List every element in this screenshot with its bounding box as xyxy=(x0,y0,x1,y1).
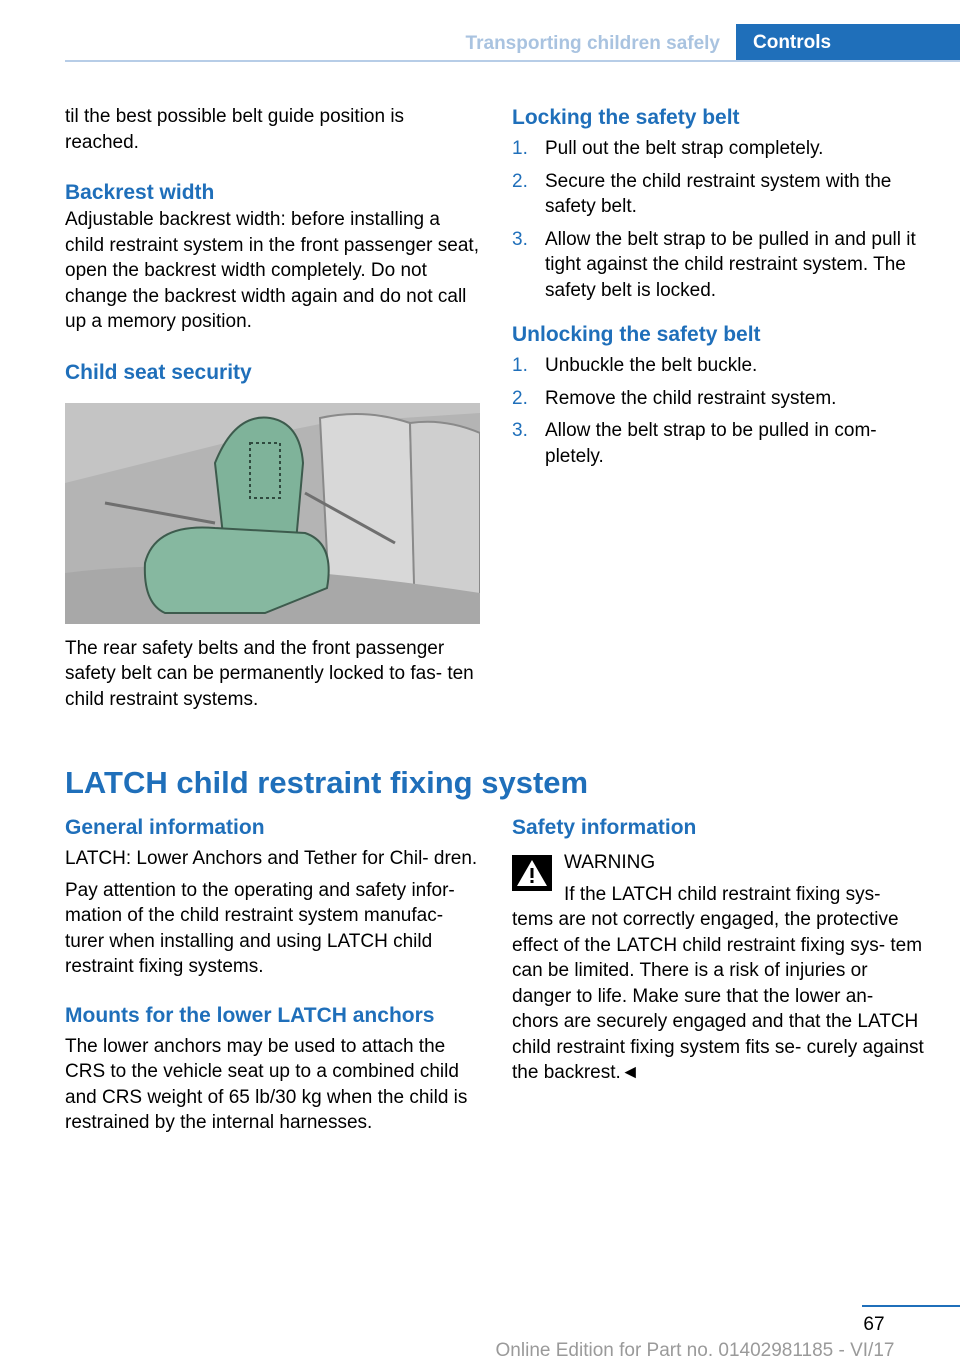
child-seat-illustration xyxy=(65,403,480,624)
footer-rule xyxy=(862,1305,960,1307)
mounts-body: The lower anchors may be used to attach the CRS to the vehicle seat up to a combined child and CRS weight of 65 lb/30 kg when the child is restrained by the internal harnesses. xyxy=(65,1035,468,1133)
step-text: Remove the child restraint system. xyxy=(545,387,837,409)
list-item xyxy=(512,169,922,220)
backrest-width-heading: Backrest width xyxy=(65,181,215,204)
warning-block xyxy=(512,850,924,1086)
child-seat-security-body: The rear safety belts and the front passenger safety belt can be permanently locked to fas‐ ten child restraint systems. xyxy=(65,637,474,710)
left-column-top xyxy=(65,104,480,712)
list-item xyxy=(512,353,922,379)
general-information-heading: General information xyxy=(65,816,265,839)
header-rule xyxy=(65,60,960,62)
header-section-title: Transporting children safely xyxy=(465,33,720,54)
step-number: 1. xyxy=(512,355,528,376)
warning-triangle-icon xyxy=(512,855,552,891)
child-seat-security-heading: Child seat security xyxy=(65,360,252,384)
warning-text: If the LATCH child restraint fixing sys‐ tems are not correctly engaged, the protective effect of the LATCH child restraint fixing sys‐ tem can be limited. There is a risk of injuries or danger to life. Make sure that the lower an‐ chors are securely engaged and that the LATCH child restraint fixing system fits se‐ curely against the backrest.◄ xyxy=(512,883,924,1083)
edition-note: Online Edition for Part no. 01402981185 - VI/17 xyxy=(495,1340,895,1361)
list-item xyxy=(512,386,922,412)
step-number: 2. xyxy=(512,170,528,192)
step-number: 3. xyxy=(512,420,528,441)
step-text: Allow the belt strap to be pulled in and pull it tight against the child restraint system. The safety belt is locked. xyxy=(545,228,916,301)
latch-section-title: LATCH child restraint fixing system xyxy=(65,765,589,800)
step-number: 1. xyxy=(512,138,528,159)
step-number: 2. xyxy=(512,387,528,409)
latch-right-column xyxy=(512,814,924,1086)
step-text: Unbuckle the belt buckle. xyxy=(545,355,758,376)
right-column-top xyxy=(512,104,922,476)
mounts-heading: Mounts for the lower LATCH anchors xyxy=(65,1003,435,1027)
unlocking-steps xyxy=(512,353,922,469)
list-item xyxy=(512,136,922,162)
header-chapter-tab: Controls xyxy=(736,24,960,62)
safety-information-heading: Safety information xyxy=(512,816,697,839)
locking-steps xyxy=(512,136,922,303)
intro-continuation: til the best possible belt guide position is reached. xyxy=(65,106,405,153)
step-text: Pull out the belt strap completely. xyxy=(545,138,824,159)
general-information-p2: Pay attention to the operating and safety infor‐ mation of the child restraint system manufac‐ turer when installing and using LATCH child restraint fixing systems. xyxy=(65,879,455,977)
warning-label: WARNING xyxy=(564,852,656,873)
unlocking-heading: Unlocking the safety belt xyxy=(512,323,761,346)
locking-heading: Locking the safety belt xyxy=(512,106,740,129)
list-item xyxy=(512,418,922,469)
page-number: 67 xyxy=(863,1314,885,1335)
list-item xyxy=(512,227,922,304)
latch-left-column xyxy=(65,814,480,1136)
backrest-width-body: Adjustable backrest width: before installing a child restraint system in the front passenger seat, open the backrest width completely. Do not change the backrest width again and do not call up a memory position. xyxy=(65,209,479,332)
step-number: 3. xyxy=(512,228,528,250)
step-text: Allow the belt strap to be pulled in com‐ pletely. xyxy=(545,420,877,467)
general-information-p1: LATCH: Lower Anchors and Tether for Chil‐ dren. xyxy=(65,848,478,869)
step-text: Secure the child restraint system with the safety belt. xyxy=(545,170,892,217)
